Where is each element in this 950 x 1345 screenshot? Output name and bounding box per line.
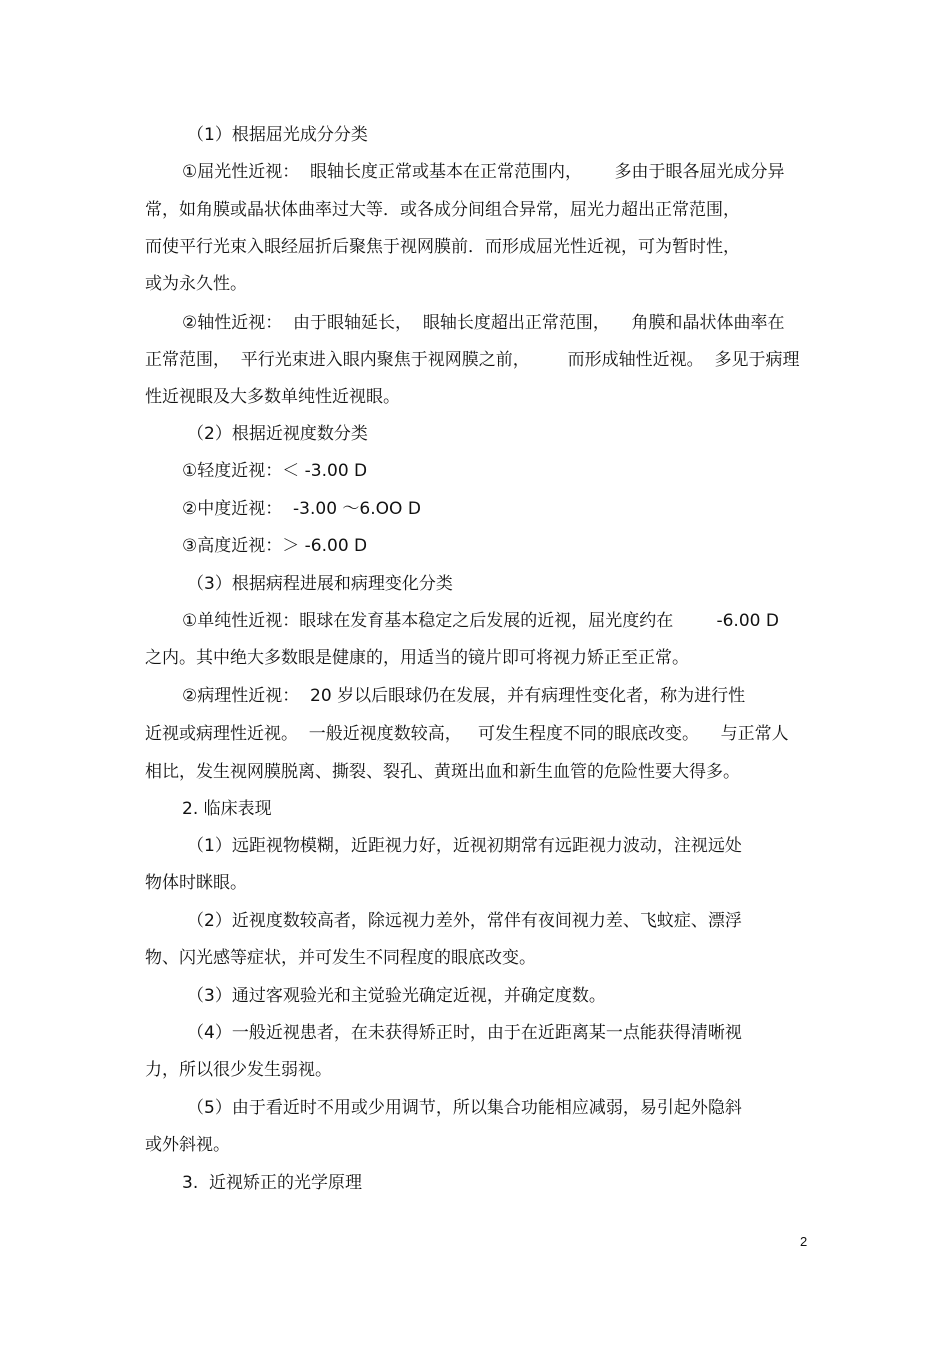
paragraph-line: （5）由于看近时不用或少用调节，所以集合功能相应减弱，易引起外隐斜: [187, 1098, 742, 1118]
page-number: 2: [800, 1234, 808, 1249]
paragraph-line: 或外斜视。: [145, 1135, 230, 1155]
section-heading: （3）根据病程进展和病理变化分类: [187, 574, 453, 594]
paragraph-line: 力，所以很少发生弱视。: [145, 1060, 332, 1080]
paragraph-line: ①单纯性近视：眼球在发育基本稳定之后发展的近视，屈光度约在 -6.00 D: [182, 611, 779, 631]
paragraph-line: 而使平行光束入眼经屈折后聚焦于视网膜前．而形成屈光性近视，可为暂时性，: [145, 237, 740, 257]
section-heading: 2. 临床表现: [182, 799, 272, 819]
paragraph-line: 相比，发生视网膜脱离、撕裂、裂孔、黄斑出血和新生血管的危险性要大得多。: [145, 762, 740, 782]
paragraph-line: 或为永久性。: [145, 274, 247, 294]
paragraph-line: ②轴性近视： 由于眼轴延长， 眼轴长度超出正常范围， 角膜和晶状体曲率在: [182, 313, 785, 333]
paragraph-line: 物、闪光感等症状，并可发生不同程度的眼底改变。: [145, 948, 536, 968]
paragraph-line: 性近视眼及大多数单纯性近视眼。: [145, 387, 400, 407]
section-heading: （2）根据近视度数分类: [187, 424, 368, 444]
paragraph-line: （1）远距视物模糊，近距视力好，近视初期常有远距视力波动，注视远处: [187, 836, 742, 856]
section-heading: 3. 近视矫正的光学原理: [182, 1173, 363, 1193]
paragraph-line: ①轻度近视：＜ -3.00 D: [182, 461, 368, 481]
paragraph-line: ③高度近视：＞ -6.00 D: [182, 536, 368, 556]
paragraph-line: （4）一般近视患者，在未获得矫正时，由于在近距离某一点能获得清晰视: [187, 1023, 742, 1043]
paragraph-line: 近视或病理性近视。 一般近视度数较高， 可发生程度不同的眼底改变。 与正常人: [145, 724, 789, 744]
paragraph-line: ②病理性近视： 20 岁以后眼球仍在发展，并有病理性变化者，称为进行性: [182, 686, 746, 706]
paragraph-line: 物体时眯眼。: [145, 873, 247, 893]
section-heading: （1）根据屈光成分分类: [187, 125, 368, 145]
paragraph-line: 之内。其中绝大多数眼是健康的，用适当的镜片即可将视力矫正至正常。: [145, 648, 689, 668]
paragraph-line: （3）通过客观验光和主觉验光确定近视，并确定度数。: [187, 986, 606, 1006]
paragraph-line: （2）近视度数较高者，除远视力差外，常伴有夜间视力差、飞蚊症、漂浮: [187, 911, 742, 931]
paragraph-line: 正常范围， 平行光束进入眼内聚焦于视网膜之前， 而形成轴性近视。 多见于病理: [145, 350, 800, 370]
paragraph-line: ②中度近视： -3.00 ～6.OO D: [182, 499, 421, 519]
paragraph-line: ①屈光性近视： 眼轴长度正常或基本在正常范围内， 多由于眼各屈光成分异: [182, 162, 785, 182]
paragraph-line: 常，如角膜或晶状体曲率过大等．或各成分间组合异常，屈光力超出正常范围，: [145, 200, 740, 220]
